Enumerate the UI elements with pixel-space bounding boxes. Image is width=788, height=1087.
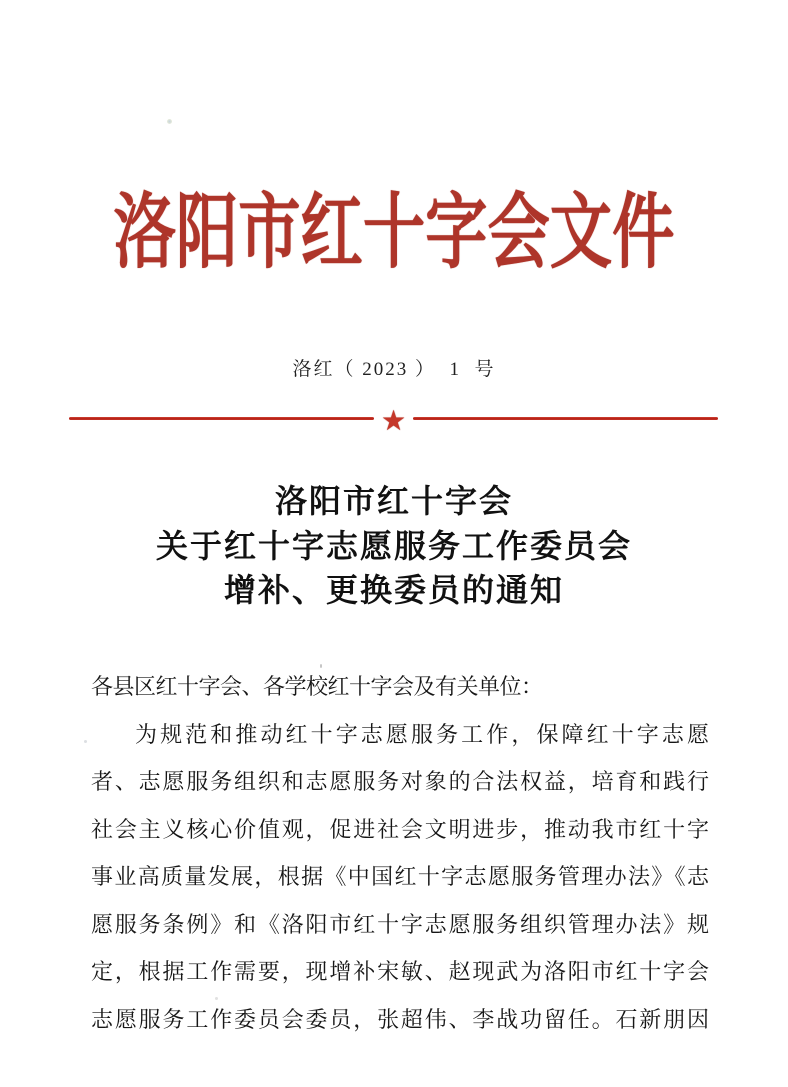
salutation-line: 各县区红十字会、各学校红十字会及有关单位： — [91, 674, 543, 699]
body-line: 定，根据工作需要，现增补宋敏、赵现武为洛阳市红十字会 — [91, 959, 709, 984]
divider-line-right — [413, 417, 718, 420]
headline-line: 关于红十字志愿服务工作委员会 — [155, 527, 632, 564]
letterhead-title: 洛阳市红十字会文件 — [113, 186, 675, 278]
scan-artifact — [84, 740, 87, 743]
body-line: 者、志愿服务组织和志愿服务对象的合法权益，培育和践行 — [91, 769, 709, 794]
body-line: 为规范和推动红十字志愿服务工作，保障红十字志愿 — [135, 721, 709, 747]
red-divider — [69, 397, 718, 439]
headline-line: 增补、更换委员的通知 — [223, 572, 564, 608]
red-star-icon: ★ — [380, 406, 407, 437]
divider-line-left — [69, 417, 374, 420]
body-line: 社会主义核心价值观，促进社会文明进步，推动我市红十字 — [91, 816, 709, 842]
document-number: 洛红（ 2023 ） 1 号 — [292, 359, 496, 380]
document-headline — [0, 479, 788, 613]
body-line: 志愿服务工作委员会委员，张超伟、李战功留任。石新朋因 — [91, 1006, 709, 1032]
scan-artifact — [167, 119, 172, 124]
document-body — [91, 663, 709, 1043]
headline-line: 洛阳市红十字会 — [274, 483, 513, 519]
letterhead — [0, 160, 788, 290]
body-line: 事业高质量发展，根据《中国红十字志愿服务管理办法》《志 — [91, 864, 709, 889]
body-line: 愿服务条例》和《洛阳市红十字志愿服务组织管理办法》规 — [91, 911, 709, 937]
